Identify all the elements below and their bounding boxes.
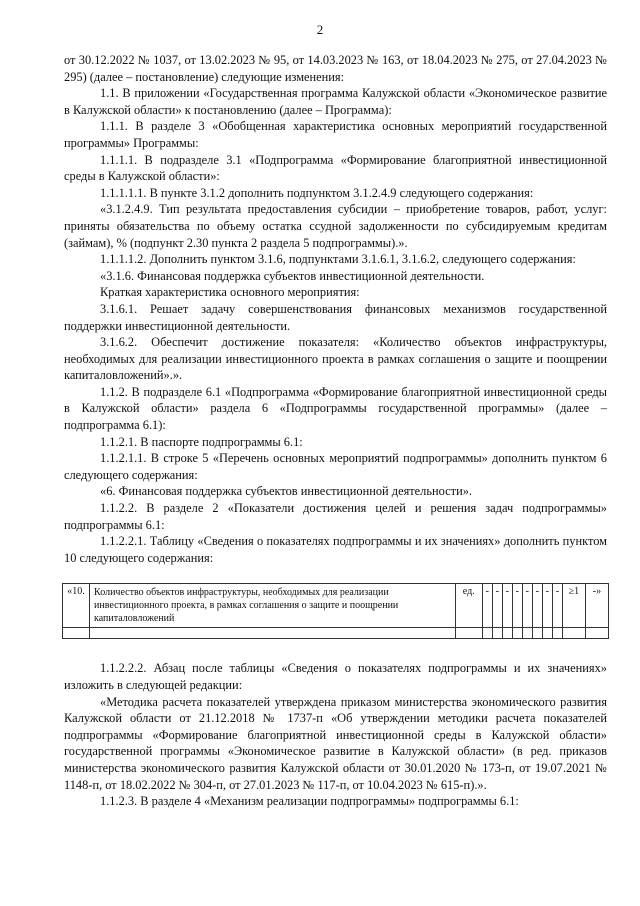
paragraph: 1.1.1. В разделе 3 «Обобщенная характеристика основных мероприятий государственной программы» Программы: — [64, 119, 607, 150]
paragraph: «Методика расчета показателей утверждена приказом министерства экономического развития Калужской области от 21.12.2018 № 1737-п «Об утверждении методики расчета показателей подпрограммы «Формирование благоприятной инвестиционной среды в Калужской области» государственной программы «Экономическое развитие в Калужской области» (в ред. приказов министерства экономического развития Калужской области от 30.01.2020 № 173-п, от 19.07.2021 № 1148-п, от 18.02.2022 № 304-п, от 27.01.2023 № 117-п, от 10.04.2023 № 615-п).». — [64, 694, 607, 792]
paragraph: 1.1.1.1. В подразделе 3.1 «Подпрограмма «Формирование благоприятной инвестиционной среды в Калужской области»: — [64, 152, 607, 184]
page-number: 2 — [316, 22, 324, 37]
paragraph: 1.1.2.1. В паспорте подпрограммы 6.1: — [100, 434, 303, 449]
value-cell: - — [502, 584, 512, 628]
document-body — [64, 52, 607, 810]
paragraph: 1.1.2.1.1. В строке 5 «Перечень основных мероприятий подпрограммы» дополнить пунктом 6 следующего содержания: — [64, 451, 607, 482]
target-value-cell: ≥1 — [562, 584, 585, 628]
table-spacer-row — [63, 628, 609, 639]
value-cell: - — [492, 584, 502, 628]
paragraph: 3.1.6.2. Обеспечит достижение показателя: «Количество объектов инфраструктуры, необходимых для реализации инвестиционного проекта в рамках соглашения о защите и поощрении капиталовложений».». — [64, 335, 607, 383]
indicators-table — [62, 583, 609, 639]
indicator-name: Количество объектов инфраструктуры, необходимых для реализации инвестиционного проекта, в рамках соглашения о защите и поощрении капиталовложений — [90, 584, 456, 628]
paragraph: 1.1.1.1.1. В пункте 3.1.2 дополнить подпунктом 3.1.2.4.9 следующего содержания: — [100, 185, 534, 200]
paragraph: 1.1.1.1.2. Дополнить пунктом 3.1.6, подпунктами 3.1.6.1, 3.1.6.2, следующего содержания: — [100, 252, 576, 267]
paragraph: 1.1.2.2.2. Абзац после таблицы «Сведения о показателях подпрограммы и их значениях» изложить в следующей редакции: — [64, 661, 607, 692]
paragraph: 1.1. В приложении «Государственная программа Калужской области «Экономическое развитие в Калужской области» к постановлению (далее – Программа): — [64, 86, 607, 117]
paragraph: 1.1.2.2.1. Таблицу «Сведения о показателях подпрограммы и их значениях» дополнить пунктом 10 следующего содержания: — [64, 534, 607, 565]
value-cell: - — [512, 584, 522, 628]
paragraph: 1.1.2.3. В разделе 4 «Механизм реализации подпрограммы» подпрограммы 6.1: — [100, 794, 519, 809]
paragraph: «3.1.2.4.9. Тип результата предоставления субсидии – приобретение товаров, работ, услуг: приняты обязательства по объему остатка ссудной задолженности по субсидируемым кредитам (займам), % (подпункт 2.30 пункта 2 раздела 5 подпрограммы).». — [64, 202, 607, 250]
value-cell: - — [542, 584, 552, 628]
paragraph: 3.1.6.1. Решает задачу совершенствования финансовых механизмов государственной поддержки инвестиционной деятельности. — [64, 301, 607, 333]
paragraph: 1.1.2.2. В разделе 2 «Показатели достижения целей и решения задач подпрограммы» подпрограммы 6.1: — [64, 501, 607, 532]
unit-cell: ед. — [455, 584, 482, 628]
value-cell: - — [522, 584, 532, 628]
value-cell: - — [532, 584, 542, 628]
value-cell: - — [482, 584, 492, 628]
end-value-cell: -» — [585, 584, 608, 628]
paragraph: «3.1.6. Финансовая поддержка субъектов инвестиционной деятельности. — [100, 268, 485, 283]
value-cell: - — [552, 584, 562, 628]
paragraph: от 30.12.2022 № 1037, от 13.02.2023 № 95, от 14.03.2023 № 163, от 18.04.2023 № 275, от 27.04.2023 № 295) (далее – постановление) следующие изменения: — [64, 53, 607, 84]
row-number: «10. — [63, 584, 90, 628]
table-row — [63, 584, 609, 628]
paragraph: 1.1.2. В подразделе 6.1 «Подпрограмма «Формирование благоприятной инвестиционной среды в Калужской области» раздела 6 «Подпрограммы государственной программы» (далее – подпрограмма 6.1): — [64, 384, 607, 433]
paragraph: Краткая характеристика основного мероприятия: — [100, 285, 360, 300]
paragraph: «6. Финансовая поддержка субъектов инвестиционной деятельности». — [100, 484, 472, 499]
